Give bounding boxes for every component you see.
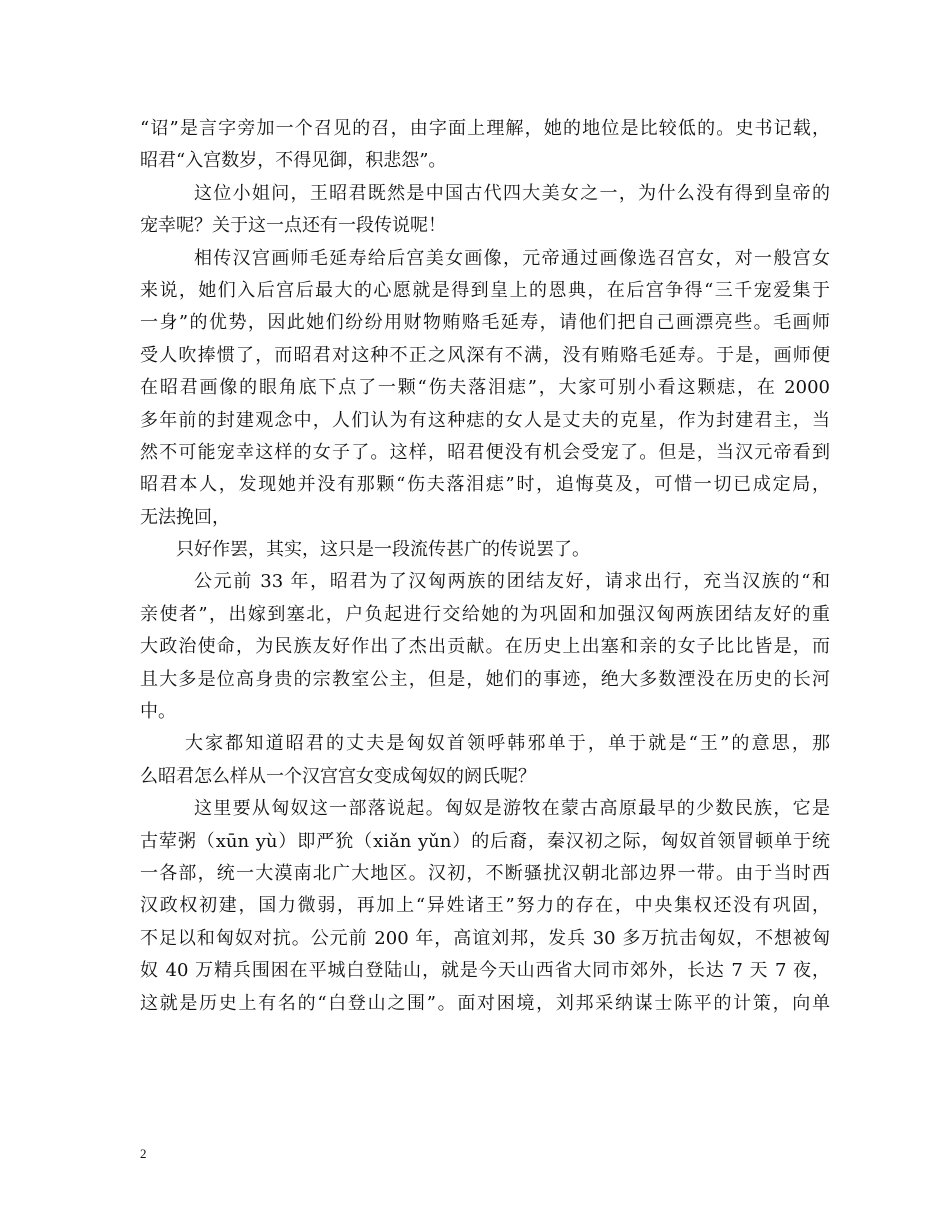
text-line: 这位小姐问，王昭君既然是中国古代四大美女之一，为什么没有得到皇帝的 [194,182,830,204]
text-line: 无法挽回， [140,506,230,528]
text-line: 么昭君怎么样从一个汉宫宫女变成匈奴的阏氏呢？ [140,765,536,787]
text-line: 这就是历史上有名的“白登山之围”。面对困境，刘邦采纳谋士陈平的计策，向单 [140,992,830,1014]
text-line: 多年前的封建观念中，人们认为有这种痣的女人是丈夫的克星，作为封建君主，当 [140,409,830,431]
document-body [140,113,830,1020]
text-line: “诏”是言字旁加一个召见的召，由字面上理解，她的地位是比较低的。史书记载， [140,118,830,139]
text-line: 宠幸呢？关于这一点还有一段传说呢！ [140,215,446,237]
text-line: 一各部，统一大漠南北广大地区。汉初，不断骚扰汉朝北部边界一带。由于当时西 [140,862,830,884]
text-line: 受人吹捧惯了，而昭君对这种不正之风深有不满，没有贿赂毛延寿。于是，画师便 [140,344,830,366]
text-line: 来说，她们入后宫后最大的心愿就是得到皇上的恩典，在后宫争得“三千宠爱集于 [140,279,830,301]
text-line: 汉政权初建，国力微弱，再加上“异姓诸王”努力的存在，中央集权还没有巩固， [140,895,830,917]
text-line: 公元前 33 年，昭君为了汉匈两族的团结友好，请求出行，充当汉族的“和 [194,571,830,593]
text-line: 这里要从匈奴这一部落说起。匈奴是游牧在蒙古高原最早的少数民族，它是 [194,798,830,820]
text-line: 不足以和匈奴对抗。公元前 200 年，高谊刘邦，发兵 30 多万抗击匈奴，不想被匈 [140,927,830,949]
text-line: 在昭君画像的眼角底下点了一颗“伤夫落泪痣”，大家可别小看这颗痣，在 2000 [140,377,830,399]
text-line: 且大多是位高身贵的宗教室公主，但是，她们的事迹，绝大多数湮没在历史的长河 [140,668,830,690]
text-line: 只好作罢，其实，这只是一段流传甚广的传说罢了。 [176,539,590,561]
page-number: 2 [140,1146,147,1161]
text-line: 大政治使命，为民族友好作出了杰出贡献。在历史上出塞和亲的女子比比皆是，而 [140,636,830,658]
text-line: 奴 40 万精兵围困在平城白登陆山，就是今天山西省大同市郊外，长达 7 天 7 夜， [140,960,830,982]
text-line: 古荤粥（xūn yù）即严狁（xiǎn yǔn）的后裔，秦汉初之际，匈奴首领冒顿单于统 [140,830,830,852]
text-line: 亲使者”，出嫁到塞北，户负起进行交给她的为巩固和加强汉匈两族团结友好的重 [140,603,830,625]
text-line: 然不可能宠幸这样的女子了。这样，昭君便没有机会受宠了。但是，当汉元帝看到 [140,441,830,463]
text-line: 大家都知道昭君的丈夫是匈奴首领呼韩邪单于，单于就是“王”的意思，那 [185,733,830,755]
text-line: 昭君本人，发现她并没有那颗“伤夫落泪痣”时，追悔莫及，可惜一切已成定局， [140,474,830,496]
text-line: 中。 [140,701,176,723]
text-line: 相传汉宫画师毛延寿给后宫美女画像，元帝通过画像选召宫女，对一般宫女 [194,247,830,269]
text-line: 昭君“入宫数岁，不得见御，积悲怨”。 [140,150,447,172]
text-line: 一身”的优势，因此她们纷纷用财物贿赂毛延寿，请他们把自己画漂亮些。毛画师 [140,312,830,334]
